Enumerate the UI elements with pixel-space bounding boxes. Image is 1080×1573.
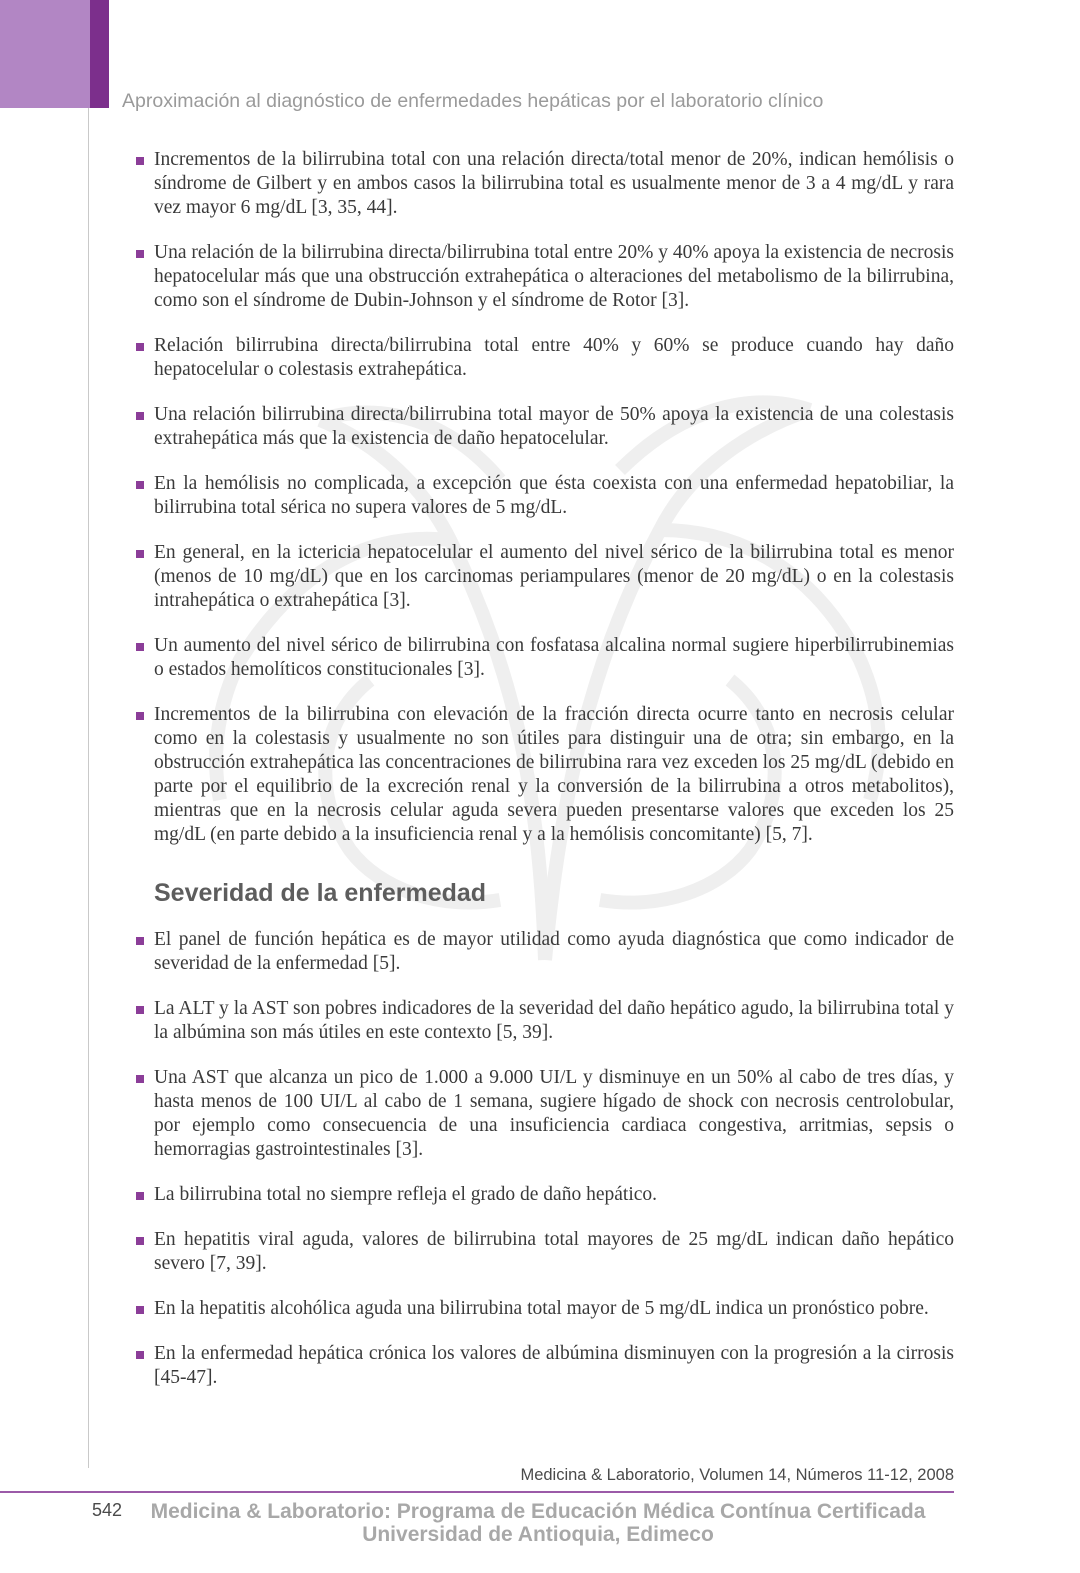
list-item bbox=[133, 634, 954, 682]
list-item bbox=[133, 241, 954, 313]
list-item bbox=[133, 472, 954, 520]
list-item bbox=[133, 928, 954, 976]
bullet-square-icon bbox=[136, 343, 144, 351]
list-item bbox=[133, 1066, 954, 1162]
bullet-square-icon bbox=[136, 643, 144, 651]
list-item-text: En la hepatitis alcohólica aguda una bilirrubina total mayor de 5 mg/dL indica un pronóstico pobre. bbox=[154, 1298, 929, 1319]
main-content bbox=[133, 148, 954, 1411]
bullet-square-icon bbox=[136, 550, 144, 558]
list-item-text: En general, en la ictericia hepatocelular el aumento del nivel sérico de la bilirrubina total es menor (menos de 10 mg/dL) que en los carcinomas periampulares (menor de 20 mg/dL) o en la colestasis intrahepática o extrahepática [3]. bbox=[154, 542, 954, 611]
list-item-text: El panel de función hepática es de mayor utilidad como ayuda diagnóstica que como indicador de severidad de la enfermedad [5]. bbox=[154, 929, 954, 974]
list-item bbox=[133, 1228, 954, 1276]
bullet-square-icon bbox=[136, 250, 144, 258]
footer-publisher-line: Universidad de Antioquia, Edimeco bbox=[362, 1523, 714, 1546]
journal-reference: Medicina & Laboratorio, Volumen 14, Números 11-12, 2008 bbox=[520, 1466, 954, 1484]
page-number: 542 bbox=[92, 1500, 123, 1520]
list-item bbox=[133, 1183, 954, 1207]
bullet-square-icon bbox=[136, 157, 144, 165]
list-item-text: En la enfermedad hepática crónica los valores de albúmina disminuyen con la progresión a la cirrosis [45-47]. bbox=[154, 1343, 954, 1388]
list-item-text: Una relación de la bilirrubina directa/bilirrubina total entre 20% y 40% apoya la existencia de necrosis hepatocelular más que una obstrucción extrahepática o alteraciones del metabolismo de la bilirrubina, como son el síndrome de Dubin-Johnson y el síndrome de Rotor [3]. bbox=[154, 242, 954, 311]
list-item-text: Incrementos de la bilirrubina con elevación de la fracción directa ocurre tanto en necrosis celular como en la colestasis y usualmente no son útiles para distinguir una de otra; sin embargo, en la obstrucción extrahepática las concentraciones de bilirrubina rara vez exceden los 25 mg/dL (debido en parte por el equilibrio de la excreción renal y la conversión de la bilirrubina a otros metabolitos), mientras que en la necrosis celular aguda severa pueden presentarse valores que exceden los 25 mg/dL (en parte debido a la insuficiencia renal y a la hemólisis concomitante) [5, 7]. bbox=[154, 704, 954, 845]
list-item bbox=[133, 334, 954, 382]
footer-program-line: Medicina & Laboratorio: Programa de Educación Médica Contínua Certificada bbox=[150, 1500, 926, 1523]
list-item-text: Un aumento del nivel sérico de bilirrubina con fosfatasa alcalina normal sugiere hiperbilirrubinemias o estados hemolíticos constitucionales [3]. bbox=[154, 635, 954, 680]
section-heading: Severidad de la enfermedad bbox=[154, 879, 487, 907]
list-item bbox=[133, 997, 954, 1045]
list-item bbox=[133, 148, 954, 220]
list-item-text: La bilirrubina total no siempre refleja el grado de daño hepático. bbox=[154, 1184, 658, 1205]
footer-divider bbox=[0, 1491, 954, 1493]
bullet-square-icon bbox=[136, 412, 144, 420]
running-header-title: Aproximación al diagnóstico de enfermedades hepáticas por el laboratorio clínico bbox=[122, 90, 824, 112]
list-item bbox=[133, 703, 954, 847]
bullet-square-icon bbox=[136, 1306, 144, 1314]
list-item-text: En la hemólisis no complicada, a excepción que ésta coexista con una enfermedad hepatobiliar, la bilirrubina total sérica no supera valores de 5 mg/dL. bbox=[154, 473, 954, 518]
bullet-square-icon bbox=[136, 1075, 144, 1083]
bullet-square-icon bbox=[136, 1006, 144, 1014]
list-item bbox=[133, 541, 954, 613]
bullet-square-icon bbox=[136, 1237, 144, 1245]
bullet-square-icon bbox=[136, 1351, 144, 1359]
corner-accent-stripe bbox=[90, 0, 109, 108]
list-item-text: Relación bilirrubina directa/bilirrubina total entre 40% y 60% se produce cuando hay daño hepatocelular o colestasis extrahepática. bbox=[154, 335, 954, 380]
list-item bbox=[133, 1342, 954, 1390]
list-item-text: La ALT y la AST son pobres indicadores de la severidad del daño hepático agudo, la bilirrubina total y la albúmina son más útiles en este contexto [5, 39]. bbox=[154, 998, 954, 1043]
list-item-text: Una relación bilirrubina directa/bilirrubina total mayor de 50% apoya la existencia de una colestasis extrahepática más que la existencia de daño hepatocelular. bbox=[154, 404, 954, 449]
bullet-square-icon bbox=[136, 481, 144, 489]
list-item bbox=[133, 403, 954, 451]
list-item-text: Incrementos de la bilirrubina total con una relación directa/total menor de 20%, indican hemólisis o síndrome de Gilbert y en ambos casos la bilirrubina total es usualmente menor de 3 a 4 mg/dL y rara vez mayor 6 mg/dL [3, 35, 44]. bbox=[154, 149, 954, 218]
list-item bbox=[133, 1297, 954, 1321]
list-item-text: En hepatitis viral aguda, valores de bilirrubina total mayores de 25 mg/dL indican daño hepático severo [7, 39]. bbox=[154, 1229, 954, 1274]
footer-publication-title bbox=[138, 1500, 938, 1546]
bullet-square-icon bbox=[136, 1192, 144, 1200]
list-item-text: Una AST que alcanza un pico de 1.000 a 9.000 UI/L y disminuye en un 50% al cabo de tres días, y hasta menos de 100 UI/L al cabo de 1 semana, sugiere hígado de shock con necrosis centrolobular, por ejemplo como consecuencia de una insuficiencia cardiaca congestiva, arritmias, sepsis o hemorragias gastrointestinales [3]. bbox=[154, 1067, 954, 1160]
bullet-square-icon bbox=[136, 937, 144, 945]
left-margin-rule bbox=[88, 108, 89, 1468]
corner-color-block bbox=[0, 0, 90, 108]
bullet-square-icon bbox=[136, 712, 144, 720]
